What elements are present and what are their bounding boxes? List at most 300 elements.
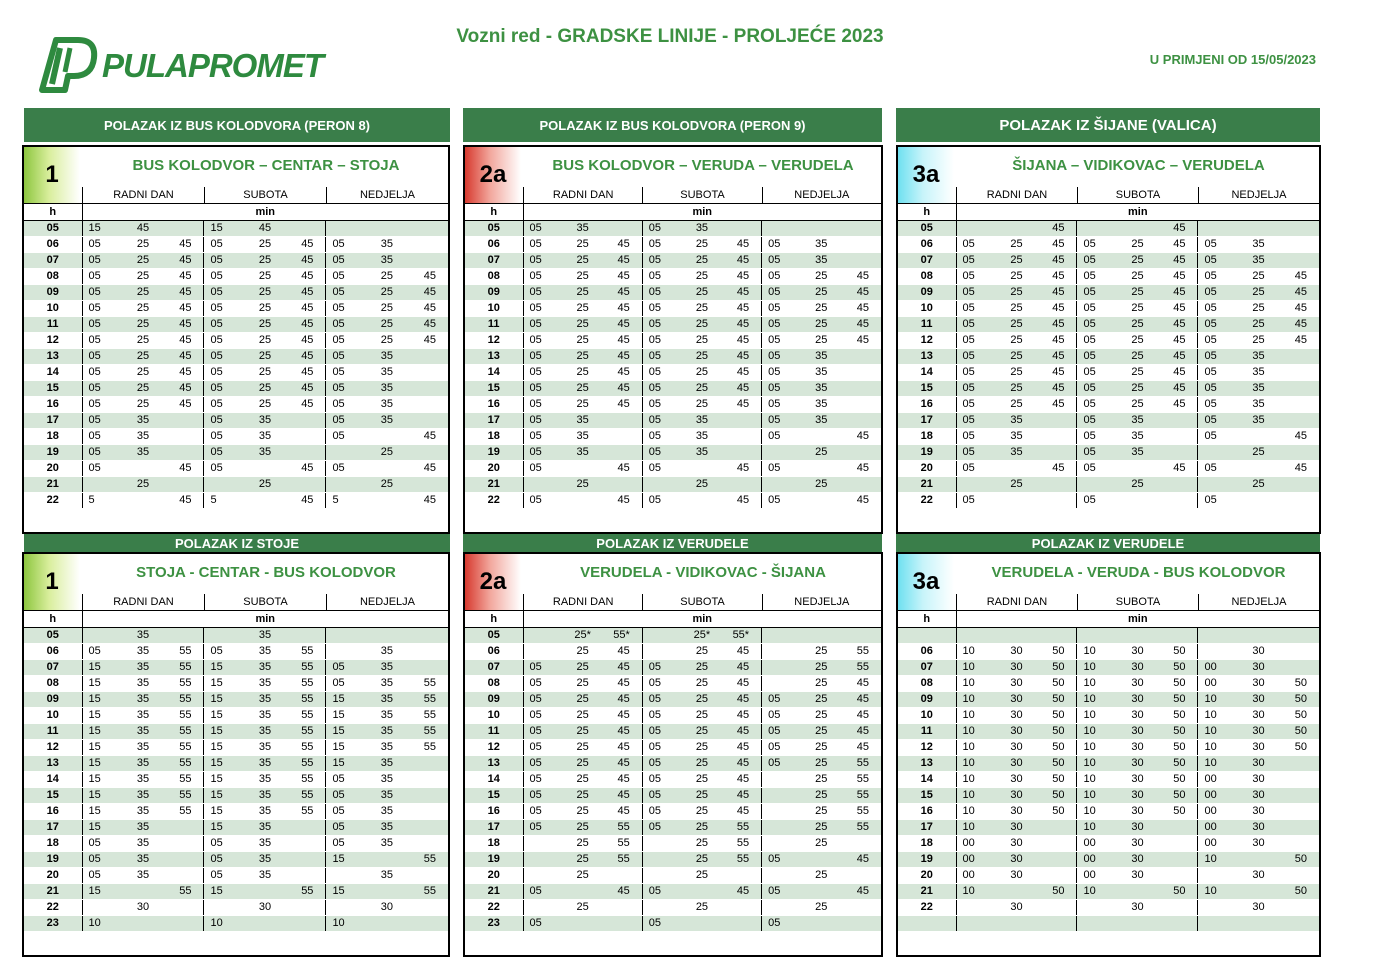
hour-cell: 19: [465, 852, 523, 868]
minute-cell: 05: [204, 317, 245, 333]
minute-cell: 10: [1198, 756, 1238, 772]
minute-cell: 25: [801, 660, 841, 676]
minute-cell: 55: [407, 724, 448, 740]
minute-cell: [1158, 916, 1198, 932]
minute-cell: 05: [1198, 365, 1238, 381]
table-row: [898, 804, 1319, 820]
minute-cell: 45: [722, 644, 762, 660]
minute-cell: [523, 477, 563, 493]
minute-cell: 05: [642, 333, 682, 349]
minute-cell: [1158, 820, 1198, 836]
minute-cell: 05: [642, 285, 682, 301]
table-row: [24, 692, 448, 708]
minute-cell: 25: [801, 756, 841, 772]
minute-cell: 35: [367, 788, 408, 804]
hour-cell: 08: [898, 269, 956, 285]
minute-cell: [82, 477, 123, 493]
minute-cell: 35: [123, 445, 164, 461]
minute-cell: 55: [722, 852, 762, 868]
table-row: [898, 285, 1319, 301]
minute-cell: 5: [82, 493, 123, 509]
minute-cell: [762, 772, 802, 788]
hour-cell: 15: [465, 788, 523, 804]
minute-cell: 15: [204, 692, 245, 708]
minute-cell: 35: [245, 868, 286, 884]
minute-cell: 05: [523, 692, 563, 708]
minute-cell: 05: [523, 397, 563, 413]
minute-cell: [163, 628, 204, 644]
minute-cell: [1037, 429, 1077, 445]
minute-cell: 55: [163, 740, 204, 756]
minute-cell: [603, 868, 643, 884]
minute-cell: 05: [204, 429, 245, 445]
minute-cell: 25: [682, 676, 722, 692]
minute-cell: 05: [204, 285, 245, 301]
minute-cell: 05: [523, 221, 563, 237]
minute-cell: 05: [956, 429, 996, 445]
table-row: [24, 461, 448, 477]
hour-cell: 15: [898, 788, 956, 804]
minute-cell: 05: [326, 333, 367, 349]
minute-cell: 55: [285, 724, 326, 740]
table-row: [898, 868, 1319, 884]
minute-cell: 05: [1077, 429, 1117, 445]
table-row: [898, 429, 1319, 445]
minute-cell: 25: [682, 836, 722, 852]
minute-cell: 45: [603, 708, 643, 724]
minute-cell: 10: [1077, 660, 1117, 676]
minute-cell: 05: [82, 397, 123, 413]
minute-cell: 45: [1158, 333, 1198, 349]
minute-cell: [523, 868, 563, 884]
minute-cell: 50: [1158, 692, 1198, 708]
minute-cell: 10: [1077, 820, 1117, 836]
minute-cell: 35: [245, 724, 286, 740]
minute-cell: 45: [285, 269, 326, 285]
minute-cell: 35: [367, 644, 408, 660]
minute-cell: 10: [1198, 852, 1238, 868]
minute-column-header: min: [523, 611, 881, 628]
day-type-header: SUBOTA: [1077, 594, 1198, 610]
table-row: [24, 820, 448, 836]
minute-cell: [123, 916, 164, 932]
minute-cell: 35: [801, 237, 841, 253]
hour-cell: 11: [24, 724, 82, 740]
minute-cell: 45: [285, 397, 326, 413]
minute-cell: 25: [1117, 397, 1157, 413]
minute-cell: 25: [367, 269, 408, 285]
minute-cell: 45: [407, 269, 448, 285]
minute-cell: 00: [1198, 660, 1238, 676]
minute-cell: [603, 477, 643, 493]
minute-cell: 25: [563, 788, 603, 804]
minute-cell: 05: [762, 317, 802, 333]
table-row: [465, 868, 881, 884]
hour-cell: 13: [898, 756, 956, 772]
minute-cell: 45: [722, 333, 762, 349]
minute-cell: 00: [1198, 804, 1238, 820]
logo-text: PULAPROMET: [102, 47, 323, 84]
minute-cell: [82, 900, 123, 916]
minute-cell: 05: [1077, 253, 1117, 269]
minute-cell: 10: [956, 820, 996, 836]
minute-cell: 15: [204, 788, 245, 804]
minute-cell: 10: [326, 916, 367, 932]
minute-cell: 30: [1117, 724, 1157, 740]
hour-cell: 20: [898, 461, 956, 477]
minute-cell: 25: [996, 381, 1036, 397]
minute-cell: 05: [762, 740, 802, 756]
minute-cell: 05: [204, 301, 245, 317]
minute-cell: 25: [996, 237, 1036, 253]
minute-cell: 35: [245, 660, 286, 676]
minute-cell: 05: [204, 836, 245, 852]
hour-cell: 17: [24, 820, 82, 836]
minute-cell: 05: [82, 269, 123, 285]
minute-cell: [956, 628, 996, 644]
minute-cell: 25: [563, 333, 603, 349]
minute-cell: 10: [1198, 708, 1238, 724]
minute-cell: 30: [1238, 772, 1278, 788]
minute-column-header: min: [956, 611, 1319, 628]
minute-cell: 05: [956, 317, 996, 333]
minute-cell: 30: [996, 756, 1036, 772]
table-row: [24, 676, 448, 692]
hour-cell: 09: [24, 692, 82, 708]
minute-cell: 35: [245, 708, 286, 724]
table-row: [465, 413, 881, 429]
minute-cell: [762, 644, 802, 660]
minute-cell: 35: [1238, 237, 1278, 253]
minute-cell: 45: [1279, 333, 1319, 349]
minute-cell: 45: [841, 301, 881, 317]
minute-cell: 25: [563, 301, 603, 317]
table-row: [24, 628, 448, 644]
minute-cell: 35: [123, 836, 164, 852]
minute-cell: [285, 221, 326, 237]
minute-cell: 05: [204, 461, 245, 477]
hour-cell: 06: [24, 644, 82, 660]
minute-cell: 25: [801, 644, 841, 660]
hour-cell: 16: [465, 804, 523, 820]
minute-cell: 35: [123, 724, 164, 740]
minute-cell: 15: [204, 708, 245, 724]
minute-cell: 05: [204, 269, 245, 285]
minute-cell: [1158, 868, 1198, 884]
minute-cell: [407, 413, 448, 429]
minute-cell: 45: [1037, 221, 1077, 237]
minute-cell: 45: [722, 788, 762, 804]
minute-cell: [163, 820, 204, 836]
minute-cell: [523, 900, 563, 916]
timetable-panel-4: [22, 552, 450, 957]
hour-cell: 21: [898, 884, 956, 900]
minute-cell: 00: [1198, 836, 1238, 852]
minute-cell: [285, 900, 326, 916]
table-row: [465, 644, 881, 660]
minute-cell: 05: [762, 493, 802, 509]
minute-cell: 05: [956, 413, 996, 429]
minute-cell: 25: [801, 692, 841, 708]
table-row: [465, 772, 881, 788]
minute-cell: 25: [996, 269, 1036, 285]
minute-cell: [682, 916, 722, 932]
minute-cell: 55: [285, 788, 326, 804]
minute-cell: [642, 836, 682, 852]
minute-cell: 45: [722, 660, 762, 676]
minute-cell: 05: [762, 724, 802, 740]
minute-cell: [1279, 221, 1319, 237]
hour-cell: 12: [24, 740, 82, 756]
minute-cell: 25: [1117, 269, 1157, 285]
minute-cell: 05: [956, 269, 996, 285]
table-row: [24, 788, 448, 804]
minute-cell: 05: [82, 836, 123, 852]
table-row: [24, 493, 448, 509]
minute-cell: [642, 644, 682, 660]
minute-cell: [1037, 445, 1077, 461]
minute-cell: [841, 381, 881, 397]
minute-cell: 30: [1117, 692, 1157, 708]
minute-cell: 05: [204, 381, 245, 397]
minute-cell: 45: [841, 429, 881, 445]
hour-cell: 16: [24, 397, 82, 413]
minute-cell: 10: [1077, 740, 1117, 756]
minute-cell: 25: [682, 644, 722, 660]
minute-cell: [1279, 365, 1319, 381]
minute-cell: 45: [603, 740, 643, 756]
minute-cell: 05: [642, 269, 682, 285]
minute-cell: 35: [367, 365, 408, 381]
minute-cell: [722, 221, 762, 237]
minute-cell: 50: [1158, 676, 1198, 692]
minute-cell: 05: [523, 445, 563, 461]
minute-cell: 05: [523, 317, 563, 333]
day-type-header: RADNI DAN: [956, 594, 1077, 610]
minute-cell: 45: [1158, 317, 1198, 333]
minute-cell: 25: [245, 301, 286, 317]
minute-cell: 25: [996, 301, 1036, 317]
minute-cell: 45: [407, 461, 448, 477]
table-row: [24, 333, 448, 349]
minute-cell: 30: [1117, 900, 1157, 916]
minute-cell: 5: [326, 493, 367, 509]
minute-cell: 05: [1077, 333, 1117, 349]
minute-cell: 55: [722, 836, 762, 852]
minute-cell: 25: [801, 772, 841, 788]
hour-cell: 19: [898, 445, 956, 461]
minute-cell: 05: [1198, 461, 1238, 477]
minute-cell: 25: [682, 317, 722, 333]
timetable-panel-1: [22, 145, 450, 534]
minute-cell: [523, 836, 563, 852]
minute-cell: 55: [603, 852, 643, 868]
minute-cell: 05: [642, 429, 682, 445]
minute-cell: [1198, 221, 1238, 237]
minute-cell: [1198, 477, 1238, 493]
table-row: [24, 429, 448, 445]
minute-cell: 25: [682, 237, 722, 253]
minute-cell: 35: [367, 756, 408, 772]
minute-cell: 45: [1037, 269, 1077, 285]
minute-cell: 15: [82, 772, 123, 788]
minute-cell: 45: [163, 461, 204, 477]
minute-cell: 05: [762, 852, 802, 868]
minute-cell: 35: [367, 740, 408, 756]
route-name: BUS KOLODVOR – VERUDA – VERUDELA: [552, 157, 854, 174]
minute-cell: 55: [407, 852, 448, 868]
hour-cell: 08: [24, 676, 82, 692]
minute-cell: 45: [163, 285, 204, 301]
minute-cell: [996, 461, 1036, 477]
minute-cell: 15: [82, 788, 123, 804]
minute-cell: 15: [204, 884, 245, 900]
minute-cell: [407, 445, 448, 461]
route-name: BUS KOLODVOR – CENTAR – STOJA: [132, 157, 400, 174]
minute-cell: [1279, 900, 1319, 916]
minute-cell: [722, 916, 762, 932]
minute-cell: [1279, 493, 1319, 509]
minute-cell: 25: [367, 333, 408, 349]
hour-cell: 05: [24, 628, 82, 644]
hour-cell: 06: [465, 237, 523, 253]
minute-cell: 45: [1037, 253, 1077, 269]
minute-cell: [285, 916, 326, 932]
minute-cell: 35: [367, 868, 408, 884]
section-header-4: POLAZAK IZ STOJE: [24, 534, 450, 552]
minute-cell: 25: [801, 269, 841, 285]
minute-cell: 30: [1117, 676, 1157, 692]
minute-cell: 55: [285, 772, 326, 788]
minute-cell: 25: [682, 269, 722, 285]
minute-cell: 15: [82, 676, 123, 692]
table-row: [898, 884, 1319, 900]
minute-cell: 10: [204, 916, 245, 932]
minute-cell: [285, 820, 326, 836]
minute-cell: [1158, 429, 1198, 445]
minute-cell: 45: [163, 493, 204, 509]
table-row: [465, 493, 881, 509]
minute-cell: 05: [82, 852, 123, 868]
minute-cell: [762, 477, 802, 493]
minute-cell: 25: [682, 900, 722, 916]
day-type-headers: [523, 187, 881, 203]
hour-cell: 21: [898, 477, 956, 493]
hour-cell: 11: [465, 724, 523, 740]
minute-cell: 50: [1279, 676, 1319, 692]
minute-cell: 35: [801, 253, 841, 269]
minute-cell: 05: [523, 461, 563, 477]
minute-cell: 05: [762, 692, 802, 708]
minute-cell: 05: [956, 381, 996, 397]
minute-cell: 35: [123, 804, 164, 820]
minute-cell: 10: [1077, 692, 1117, 708]
minute-cell: 05: [523, 884, 563, 900]
hour-cell: 10: [898, 301, 956, 317]
minute-cell: 10: [1077, 708, 1117, 724]
minute-cell: [1117, 461, 1157, 477]
hour-cell: 06: [898, 644, 956, 660]
minute-cell: [245, 884, 286, 900]
hour-cell: 13: [24, 756, 82, 772]
minute-cell: [1158, 477, 1198, 493]
minute-cell: 35: [1117, 413, 1157, 429]
minute-cell: [407, 381, 448, 397]
hour-cell: 14: [898, 772, 956, 788]
minute-cell: 10: [956, 692, 996, 708]
hour-cell: 20: [465, 461, 523, 477]
minute-cell: 05: [762, 708, 802, 724]
minute-cell: 35: [563, 445, 603, 461]
minute-cell: 05: [326, 365, 367, 381]
minute-cell: 45: [722, 884, 762, 900]
minute-cell: [1279, 836, 1319, 852]
minute-cell: [1198, 916, 1238, 932]
minute-cell: 35: [245, 820, 286, 836]
minute-cell: 05: [762, 269, 802, 285]
minute-cell: 35: [123, 708, 164, 724]
minute-cell: 25: [123, 333, 164, 349]
table-row: [465, 365, 881, 381]
minute-cell: 05: [1077, 365, 1117, 381]
minute-cell: [682, 884, 722, 900]
minute-cell: 05: [642, 349, 682, 365]
minute-cell: 05: [762, 253, 802, 269]
minute-cell: 25: [123, 381, 164, 397]
minute-cell: 05: [642, 676, 682, 692]
minute-cell: 15: [326, 740, 367, 756]
minute-cell: [563, 884, 603, 900]
minute-cell: [245, 493, 286, 509]
hour-column-header: h: [898, 204, 956, 221]
minute-cell: 05: [642, 708, 682, 724]
minute-cell: 45: [1279, 269, 1319, 285]
minute-cell: [82, 628, 123, 644]
minute-cell: 25: [245, 365, 286, 381]
minute-cell: [163, 429, 204, 445]
hour-cell: 21: [24, 477, 82, 493]
minute-cell: 05: [1198, 349, 1238, 365]
minute-cell: 25: [682, 708, 722, 724]
minute-cell: [996, 884, 1036, 900]
hour-cell: 10: [24, 301, 82, 317]
validity-date: U PRIMJENI OD 15/05/2023: [1149, 52, 1316, 67]
minute-cell: 55: [163, 644, 204, 660]
minute-cell: 25: [682, 740, 722, 756]
minute-cell: 45: [285, 461, 326, 477]
minute-cell: [1279, 349, 1319, 365]
table-row: [465, 253, 881, 269]
minute-cell: 05: [642, 788, 682, 804]
minute-cell: 35: [1238, 381, 1278, 397]
table-row: [465, 724, 881, 740]
minute-cell: [801, 429, 841, 445]
minute-cell: 45: [722, 253, 762, 269]
minute-cell: 05: [523, 788, 563, 804]
minute-cell: 15: [82, 804, 123, 820]
minute-cell: 35: [367, 676, 408, 692]
minute-cell: 45: [841, 269, 881, 285]
minute-cell: 45: [407, 493, 448, 509]
minute-cell: 35: [123, 429, 164, 445]
minute-cell: 15: [82, 692, 123, 708]
minute-cell: 35: [682, 445, 722, 461]
minute-cell: 45: [285, 285, 326, 301]
minute-cell: 25: [563, 317, 603, 333]
minute-cell: [163, 477, 204, 493]
hour-cell: 14: [465, 365, 523, 381]
minute-cell: 55: [163, 804, 204, 820]
